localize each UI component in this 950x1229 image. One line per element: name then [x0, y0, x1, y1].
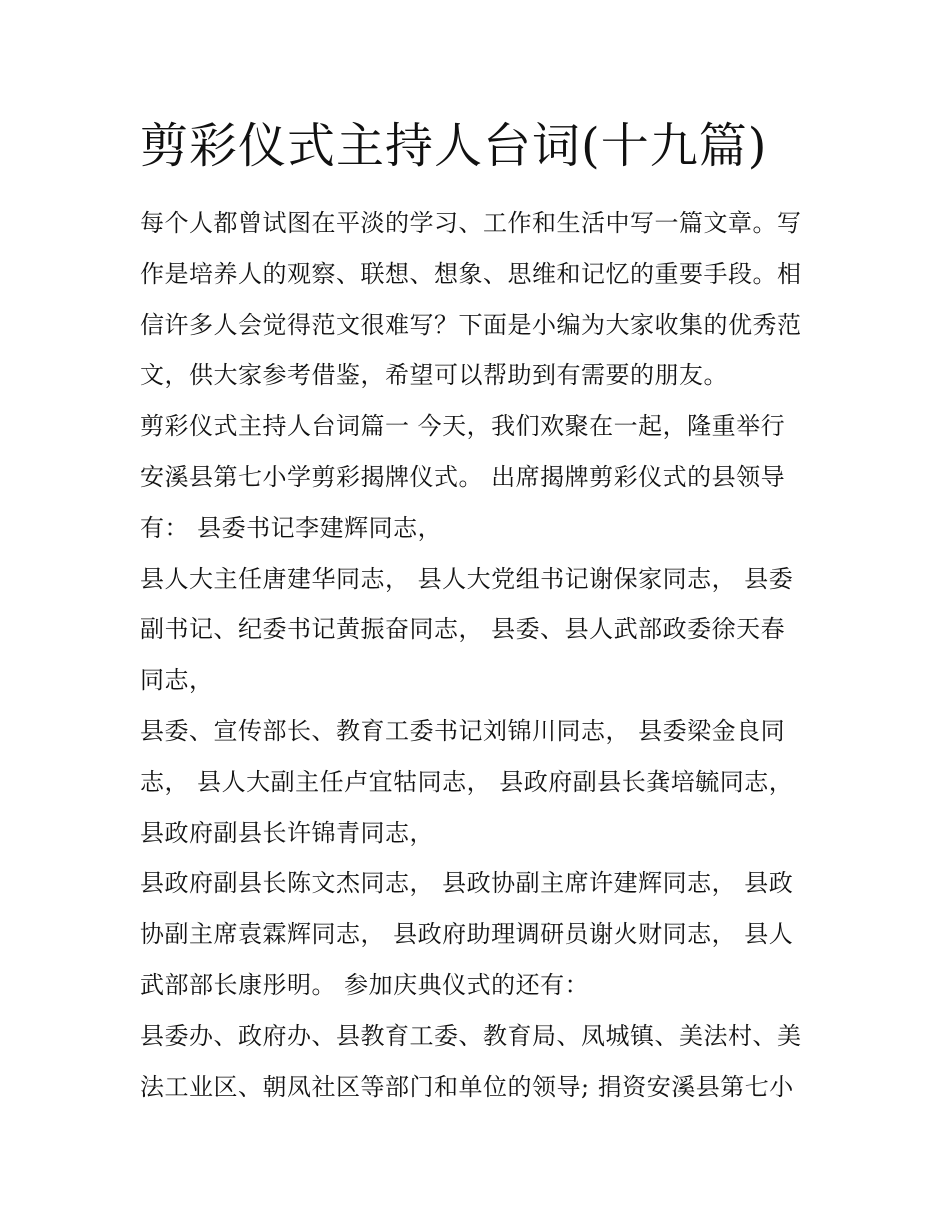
text-line: 法工业区、朝凤社区等部门和单位的领导; 捐资安溪县第七小	[140, 1072, 794, 1101]
text-line: 文，供大家参考借鉴，希望可以帮助到有需要的朋友。	[140, 361, 728, 390]
text-line: 作是培养人的观察、联想、想象、思维和记忆的重要手段。相	[140, 259, 802, 288]
text-line: 志， 县人大副主任卢宜牯同志， 县政府副县长龚培毓同志，	[140, 767, 794, 796]
text-line: 县委、宣传部长、教育工委书记刘锦川同志， 县委梁金良同	[140, 716, 786, 745]
text-line: 县政府副县长陈文杰同志， 县政协副主席许建辉同志， 县政	[140, 869, 794, 898]
text-line: 县委办、政府办、县教育工委、教育局、凤城镇、美法村、美	[140, 1021, 802, 1050]
text-line: 信许多人会觉得范文很难写？下面是小编为大家收集的优秀范	[140, 310, 802, 339]
text-line: 剪彩仪式主持人台词篇一 今天，我们欢聚在一起，隆重举行	[140, 412, 786, 441]
text-line: 安溪县第七小学剪彩揭牌仪式。 出席揭牌剪彩仪式的县领导	[140, 462, 786, 491]
document-body	[140, 198, 820, 1112]
text-line: 县人大主任唐建华同志， 县人大党组书记谢保家同志， 县委	[140, 564, 794, 593]
text-line: 武部部长康彤明。 参加庆典仪式的还有：	[140, 970, 590, 999]
text-line: 同志，	[140, 666, 214, 695]
text-line: 有： 县委书记李建辉同志，	[140, 513, 443, 542]
text-line: 副书记、纪委书记黄振奋同志， 县委、县人武部政委徐天春	[140, 615, 786, 644]
text-line: 每个人都曾试图在平淡的学习、工作和生活中写一篇文章。写	[140, 209, 802, 237]
text-line: 县政府副县长许锦青同志，	[140, 818, 434, 847]
text-line: 协副主席袁霖辉同志， 县政府助理调研员谢火财同志， 县人	[140, 920, 794, 949]
document-title: 剪彩仪式主持人台词(十九篇)	[140, 118, 768, 174]
